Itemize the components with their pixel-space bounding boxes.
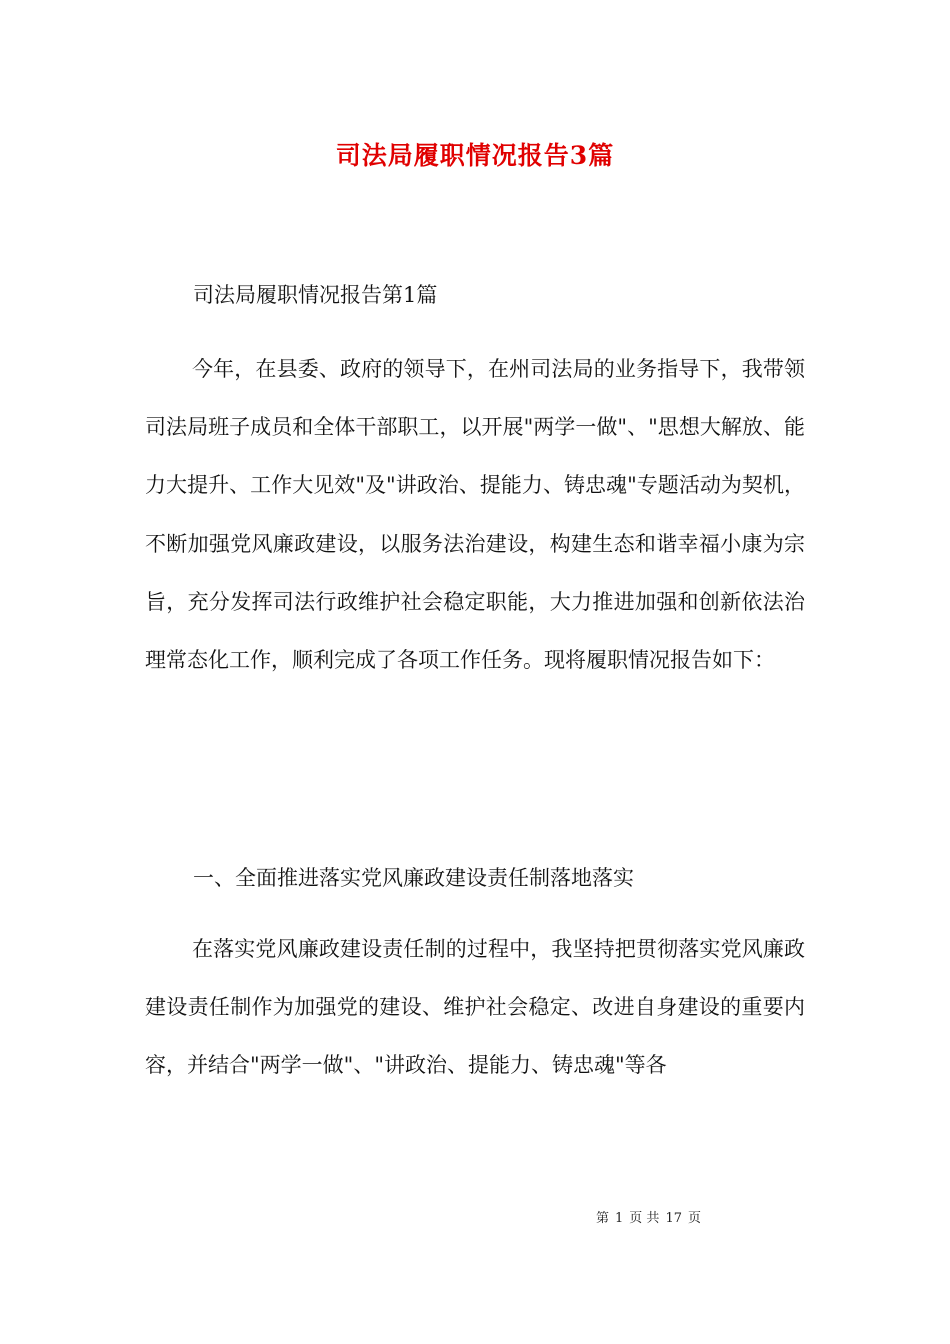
sub-heading-1: 一、全面推进落实党风廉政建设责任制落地落实 (193, 866, 634, 890)
footer-prefix: 第 (596, 1211, 610, 1226)
body-paragraph-2: 在落实党风廉政建设责任制的过程中，我坚持把贯彻落实党风廉政建设责任制作为加强党的建设、维护社会稳定、改进自身建设的重要内容，并结合"两学一做"、"讲政治、提能力、铸忠魂"等各 (145, 937, 805, 1078)
footer-total-pages: 17 (665, 1211, 682, 1226)
section-heading: 司法局履职情况报告第1篇 (193, 283, 438, 307)
footer-current-page: 1 (615, 1211, 624, 1226)
footer-suffix: 页 (687, 1211, 701, 1226)
body-paragraph-1: 今年，在县委、政府的领导下，在州司法局的业务指导下，我带领司法局班子成员和全体干部职工，以开展"两学一做"、"思想大解放、能力大提升、工作大见效"及"讲政治、提能力、铸忠魂"专题活动为契机，不断加强党风廉政建设，以服务法治建设，构建生态和谐幸福小康为宗旨，充分发挥司法行政维护社会稳定职能，大力推进加强和创新依法治理常态化工作，顺利完成了各项工作任务。现将履职情况报告如下： (145, 357, 805, 673)
footer-middle: 页 共 (629, 1211, 660, 1226)
document-title: 司法局履职情况报告3篇 (335, 141, 615, 170)
page-footer (593, 1207, 704, 1226)
